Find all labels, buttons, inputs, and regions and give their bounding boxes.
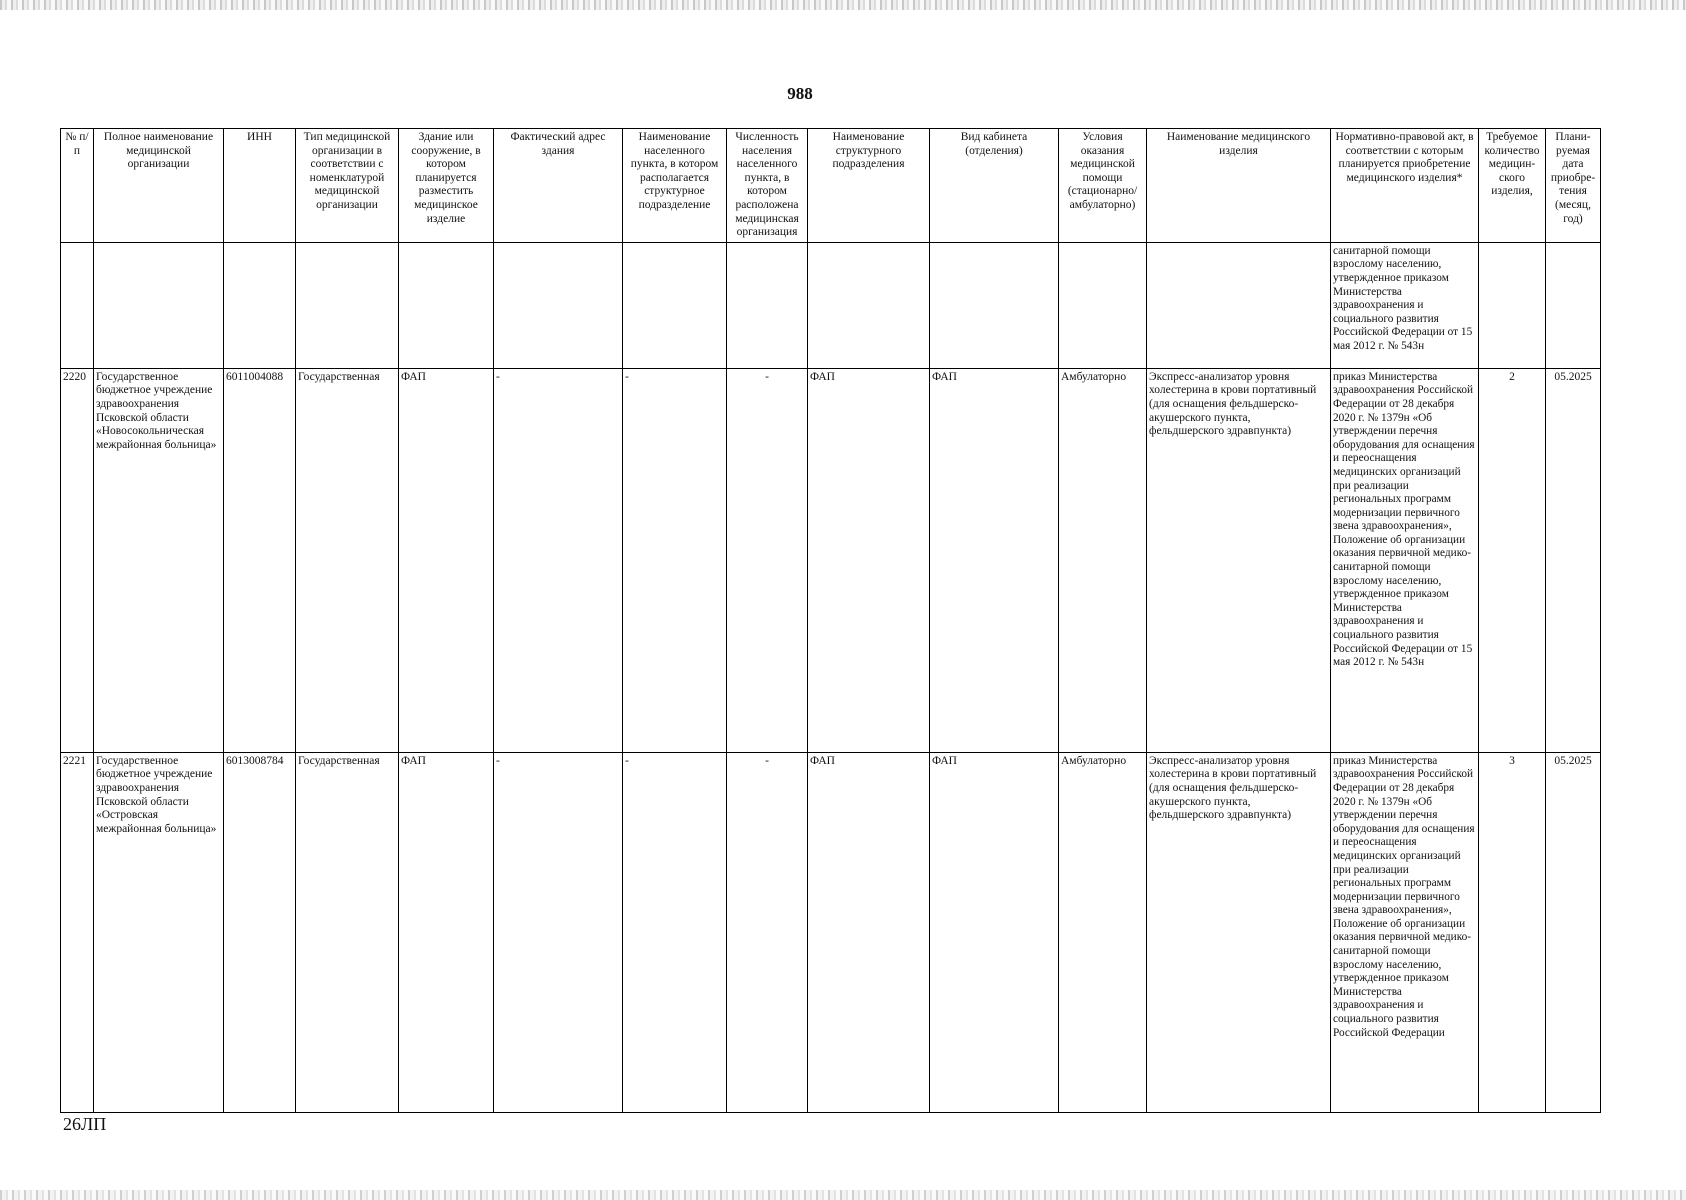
footer-code: 26ЛП	[63, 1114, 107, 1134]
table-cell-empty	[1059, 242, 1147, 368]
table-cell-empty	[494, 242, 623, 368]
header-cell: Плани-руемая дата приобре-тения (месяц, год)	[1546, 129, 1601, 243]
cell-normative-act: приказ Министерства здравоохранения Российской Федерации от 28 декабря 2020 г. № 1379н «Об утверждении перечня оборудования для оснащения и переоснащения медицинских организаций при реализации региональных программ модернизации первичного звена здравоохранения», Положение об организации оказания первичной медико-санитарной помощи взрослому населению, утвержденное приказом Министерства здравоохранения и социального развития Российской Федерации	[1331, 752, 1479, 1112]
cell-conditions: Амбулаторно	[1059, 752, 1147, 1112]
equipment-table	[60, 128, 1601, 1113]
cell-date: 05.2025	[1546, 752, 1601, 1112]
header-cell: Наименование структурного подразделения	[808, 129, 930, 243]
table-row-continuation	[61, 242, 1601, 368]
table-cell-empty	[1546, 242, 1601, 368]
cell-subdivision: ФАП	[808, 368, 930, 752]
table-cell-empty	[930, 242, 1059, 368]
header-cell: Требуемое количество медицин-ского изделия,	[1479, 129, 1546, 243]
table-header-row	[61, 129, 1601, 243]
table-cell-empty	[296, 242, 399, 368]
cell-cabinet: ФАП	[930, 752, 1059, 1112]
header-cell: Тип медицинской организации в соответствии с номенклатурой медицинской организации	[296, 129, 399, 243]
table-cell-empty	[727, 242, 808, 368]
cell-subdivision: ФАП	[808, 752, 930, 1112]
cell-quantity: 3	[1479, 752, 1546, 1112]
cell-organization: Государственное бюджетное учреждение здравоохранения Псковской области «Островская межрайонная больница»	[94, 752, 224, 1112]
table-cell-empty	[808, 242, 930, 368]
cell-conditions: Амбулаторно	[1059, 368, 1147, 752]
header-cell: ИНН	[224, 129, 296, 243]
header-cell: Здание или сооружение, в котором планируется разместить медицинское изделие	[399, 129, 494, 243]
header-cell: Полное наименование медицинской организации	[94, 129, 224, 243]
table-cell-empty	[94, 242, 224, 368]
cell-number: 2220	[61, 368, 94, 752]
table-row	[61, 368, 1601, 752]
cell-address: -	[494, 752, 623, 1112]
header-cell: Фактический адрес здания	[494, 129, 623, 243]
cell-device: Экспресс-анализатор уровня холестерина в крови портативный (для оснащения фельдшерско-акушерского пункта, фельдшерского здравпункта)	[1147, 368, 1331, 752]
cell-normative-act: санитарной помощи взрослому населению, утвержденное приказом Министерства здравоохранения и социального развития Российской Федерации от 15 мая 2012 г. № 543н	[1331, 242, 1479, 368]
cell-quantity: 2	[1479, 368, 1546, 752]
header-cell: Наименование населенного пункта, в котором располагается структурное подразделение	[623, 129, 727, 243]
header-cell: Вид кабинета (отделения)	[930, 129, 1059, 243]
table-cell-empty	[61, 242, 94, 368]
cell-building: ФАП	[399, 752, 494, 1112]
header-cell: Условия оказания медицинской помощи (стационарно/ амбулаторно)	[1059, 129, 1147, 243]
header-cell: № п/п	[61, 129, 94, 243]
cell-settlement: -	[623, 368, 727, 752]
scan-edge-bottom	[0, 1190, 1686, 1200]
table-row	[61, 752, 1601, 1112]
cell-inn: 6011004088	[224, 368, 296, 752]
scan-edge-top	[0, 0, 1686, 10]
table-cell-empty	[1147, 242, 1331, 368]
table-cell-empty	[623, 242, 727, 368]
cell-number: 2221	[61, 752, 94, 1112]
cell-normative-act: приказ Министерства здравоохранения Российской Федерации от 28 декабря 2020 г. № 1379н «Об утверждении перечня оборудования для оснащения и переоснащения медицинских организаций при реализации региональных программ модернизации первичного звена здравоохранения», Положение об организации оказания первичной медико-санитарной помощи взрослому населению, утвержденное приказом Министерства здравоохранения и социального развития Российской Федерации от 15 мая 2012 г. № 543н	[1331, 368, 1479, 752]
cell-cabinet: ФАП	[930, 368, 1059, 752]
cell-org-type: Государственная	[296, 752, 399, 1112]
cell-address: -	[494, 368, 623, 752]
table-cell-empty	[224, 242, 296, 368]
cell-device: Экспресс-анализатор уровня холестерина в крови портативный (для оснащения фельдшерско-акушерского пункта, фельдшерского здравпункта)	[1147, 752, 1331, 1112]
table-cell-empty	[1479, 242, 1546, 368]
cell-inn: 6013008784	[224, 752, 296, 1112]
cell-organization: Государственное бюджетное учреждение здравоохранения Псковской области «Новосокольническая межрайонная больница»	[94, 368, 224, 752]
header-cell: Наименование медицинского изделия	[1147, 129, 1331, 243]
table-cell-empty	[399, 242, 494, 368]
cell-population: -	[727, 368, 808, 752]
cell-settlement: -	[623, 752, 727, 1112]
cell-building: ФАП	[399, 368, 494, 752]
cell-org-type: Государственная	[296, 368, 399, 752]
page-number: 988	[787, 84, 813, 103]
header-cell: Нормативно-правовой акт, в соответствии с которым планируется приобретение медицинского изделия*	[1331, 129, 1479, 243]
cell-date: 05.2025	[1546, 368, 1601, 752]
header-cell: Численность населения населенного пункта, в котором расположена медицинская организация	[727, 129, 808, 243]
cell-population: -	[727, 752, 808, 1112]
